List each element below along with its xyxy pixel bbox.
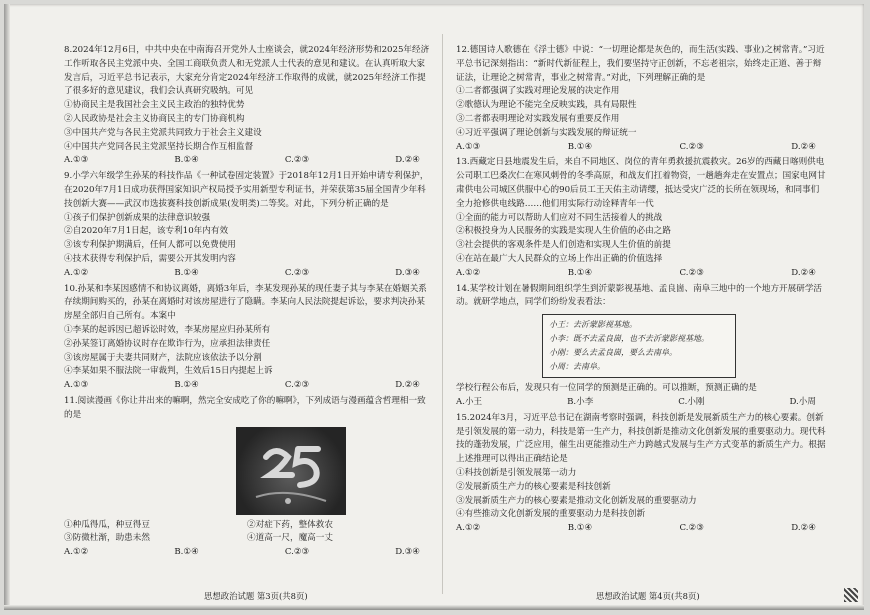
- question-12: [456, 44, 826, 154]
- statement-item: ①种瓜得瓜，种豆得豆: [64, 519, 150, 530]
- question-stem: 11.阅读漫画《你让井出来的嘛啊，然完全安成吃了你的嘛啊》，下列成语与漫画蕴含哲理相一致的是: [64, 395, 426, 420]
- statement-item: ①孩子们保护创新成果的法律意识较强: [64, 212, 211, 223]
- page-footer-left: 思想政治试题 第3页(共8页): [204, 591, 308, 601]
- statement-item: ②歌德认为理论不能完全反映实践，具有局限性: [456, 100, 637, 111]
- statement-item: ②人民政协是社会主义协商民主的专门协商机构: [64, 113, 245, 124]
- option-a: A.①②: [64, 267, 89, 278]
- statement-item: ①全面的能力可以帮助人们应对不同生活接着人的挑战: [456, 212, 663, 223]
- answer-options: [456, 396, 826, 410]
- scan-bottom-edge: [4, 605, 864, 610]
- statement-item: ③二者都表明理论对实践发展有重要反作用: [456, 113, 620, 124]
- question-stem: 8.2024年12月6日，中共中央在中南海召开党外人士座谈会，就2024年经济形势和2025年经济工作听取各民主党派中央、全国工商联负责人和无党派人士代表的意见和建议。在认真听取大家发言后，习近平总书记表示，大家充分肯定2024年经济工作取得的成就，就2025年经济工作提了很多好的意见建议，我们会认真研究吸纳。可见: [64, 45, 430, 97]
- option-c: C.②③: [284, 380, 310, 391]
- statement-item: ④在站在最广大人民群众的立场上作出正确的价值选择: [456, 253, 663, 264]
- statement-item: ③发展新质生产力的核心要素是推动文化创新发展的重要驱动力: [456, 495, 697, 506]
- option-c: C.②③: [679, 523, 704, 534]
- option-b: B.①④: [567, 267, 593, 278]
- option-c: C.②③: [679, 267, 704, 278]
- exam-sheet: [4, 4, 864, 610]
- option-a: A.①③: [456, 141, 481, 152]
- scan-corner-mark: [844, 588, 858, 602]
- option-d: D.②④: [395, 380, 420, 391]
- statement-grid: [64, 519, 430, 547]
- answer-options: [64, 154, 430, 168]
- question-14: [456, 283, 826, 410]
- option-b: B.①④: [567, 523, 593, 534]
- dialog-line: 小王：去沂蒙影视基地。: [549, 320, 637, 330]
- column-divider: [442, 34, 443, 594]
- dialog-line: 小李：既不去孟良崮，也不去沂蒙影视基地。: [549, 334, 709, 344]
- statement-item: ④中国共产党同各民主党派坚持长期合作互相监督: [64, 141, 254, 152]
- option-a: A.①③: [64, 380, 89, 391]
- option-b: B.①④: [567, 141, 593, 152]
- statement-item: ②发展新质生产力的核心要素是科技创新: [456, 481, 611, 492]
- option-c: C.小刚: [678, 396, 705, 407]
- option-d: D.②④: [395, 155, 420, 166]
- option-d: D.②④: [791, 267, 816, 278]
- statement-item: ③中国共产党与各民主党派共同致力于社会主义建设: [64, 127, 262, 138]
- option-c: C.②③: [679, 141, 704, 152]
- comic-image: [236, 427, 346, 515]
- option-d: D.②④: [791, 523, 816, 534]
- option-b: B.①④: [174, 380, 199, 391]
- question-stem: 14.某学校计划在暑假期间组织学生到沂蒙影视基地、孟良崮、南阜三地中的一个地方开展研学活动。就研学地点，同学们纷纷发表看法：: [456, 283, 823, 308]
- question-stem: 13.西藏定日县地震发生后，来自不同地区、岗位的青年勇救援抗震救灾。26岁的西藏日喀则供电公司职工巴桑次仁在寒风刺骨的冬季高原，和战友们扛着物资，一趟趟奔走在安置点；国家电网甘肃供电公司城区供服中心的90后员工王天佑主动请缨，抵达受灾广泛的长所在领现场，和同事们全力抢修供电线路……他们用实际行动诠释青年一代: [456, 157, 826, 209]
- question-followup: 学校行程公布后，发现只有一位同学的预测是正确的。可以推断，预测正确的是: [456, 383, 757, 394]
- statement-item: ①李某的起诉因已超诉讼时效，李某房屋应归孙某所有: [64, 324, 271, 335]
- question-stem: 12.德国诗人歌德在《浮士德》中说：“一切理论都是灰色的，而生活(实践、事业)之树常青。”习近平总书记深刻指出：“新时代新征程上，我们要坚持守正创新，不忘老祖宗，始终走正道、善于辩证法，让理论之树常青，事业之树常青。”对此，下列理解正确的是: [456, 45, 825, 83]
- option-c: C.②③: [284, 547, 310, 558]
- statement-item: ③该专利保护期满后，任何人都可以免费使用: [64, 240, 236, 251]
- statement-item: ④道高一尺，魔高一丈: [247, 533, 333, 544]
- scan-left-edge: [4, 4, 10, 610]
- question-10: [64, 283, 430, 393]
- statement-item: ④李某如果不服法院一审裁判，生效后15日内提起上诉: [64, 366, 273, 377]
- option-b: B.小李: [567, 396, 594, 407]
- question-stem: 10.孙某和李某因感情不和协议离婚，离婚3年后，李某发现孙某的现任妻子其与李某在婚姻关系存续期间购买的，孙某在离婚时对该房屋进行了隐瞒。李某向人民法院提起诉讼，要求判决孙某房屋全部归自己所有。本案中: [64, 283, 427, 322]
- statement-item: ②积极投身为人民服务的实践是实现人生价值的必由之路: [456, 226, 671, 237]
- option-a: A.①③: [64, 155, 89, 166]
- option-d: D.③④: [395, 267, 420, 278]
- option-b: B.①④: [174, 155, 199, 166]
- option-a: A.①②: [456, 523, 481, 534]
- statement-item: ③该房屋属于夫妻共同财产，法院应该依法予以分割: [64, 352, 262, 363]
- option-b: B.①④: [174, 547, 199, 558]
- answer-options: [456, 141, 826, 155]
- dialog-line: 小刚：要么去孟良崮，要么去南阜。: [549, 348, 677, 358]
- question-9: [64, 170, 430, 280]
- answer-options: [456, 522, 826, 536]
- handwritten-dialog-box: [542, 314, 736, 378]
- question-8: [64, 44, 430, 168]
- statement-item: ④技术获得专利保护后，需要公开其发明内容: [64, 253, 236, 264]
- option-b: B.①④: [174, 267, 199, 278]
- option-c: C.②③: [284, 267, 310, 278]
- question-stem: 9.小学六年级学生孙某的科技作品《一种试卷固定装置》于2018年12月1日开始申请专利保护，在2020年7月1日成功获得国家知识产权局授予实用新型专利证书，并荣获第35届全国青少年科技创新大赛——武汉市选拔赛科技创新成果(发明类)二等奖。对此，下列分析正确的是: [64, 171, 429, 209]
- option-a: A.①②: [456, 267, 481, 278]
- answer-options: [456, 267, 826, 281]
- option-d: D.③④: [395, 547, 420, 558]
- comic-drawing: [236, 427, 346, 515]
- statement-item: ①科技创新是引领发展第一动力: [456, 467, 577, 478]
- option-d: D.②④: [791, 141, 816, 152]
- question-stem: 15.2024年3月，习近平总书记在湖南考察时强调，科技创新是发展新质生产力的核心要素。创新是引领发展的第一动力，科技是第一生产力，科技创新是推动文化创新发展的重要驱动力。现代科技的蓬勃发展，广泛应用，催生出更能推动生产力跨越式发展与生产方式变革的新质生产力。根据上述推理可以得出正确结论是: [456, 412, 826, 465]
- dialog-line: 小周：去南阜。: [549, 362, 605, 372]
- answer-options: [64, 267, 430, 281]
- option-d: D.小周: [789, 396, 816, 407]
- statement-item: ④有些推动文化创新发展的重要驱动力是科技创新: [456, 509, 646, 520]
- option-a: A.①②: [64, 547, 89, 558]
- answer-options: [64, 546, 430, 560]
- question-11: [64, 395, 430, 560]
- statement-item: ①二者都强调了实践对理论发展的决定作用: [456, 86, 620, 97]
- answer-options: [64, 379, 430, 393]
- page-footer-right: 思想政治试题 第4页(共8页): [596, 591, 700, 601]
- statement-item: ②对症下药，整体救农: [247, 519, 333, 530]
- statement-item: ④习近平强调了理论创新与实践发展的辩证统一: [456, 127, 637, 138]
- statement-item: ②孙某签订离婚协议时存在欺诈行为，应承担法律责任: [64, 338, 271, 349]
- statement-item: ①协商民主是我国社会主义民主政治的独特优势: [64, 100, 245, 111]
- statement-item: ③防微杜渐，助患未然: [64, 533, 150, 544]
- option-a: A.小王: [456, 396, 483, 407]
- question-15: [456, 412, 826, 536]
- right-column: [456, 44, 826, 538]
- left-column: [64, 44, 430, 562]
- question-13: [456, 156, 826, 280]
- option-c: C.②③: [284, 155, 310, 166]
- statement-item: ②自2020年7月1日起，该专利10年内有效: [64, 226, 229, 237]
- statement-item: ③社会提供的客观条件是人们创造和实现人生价值的前提: [456, 240, 671, 251]
